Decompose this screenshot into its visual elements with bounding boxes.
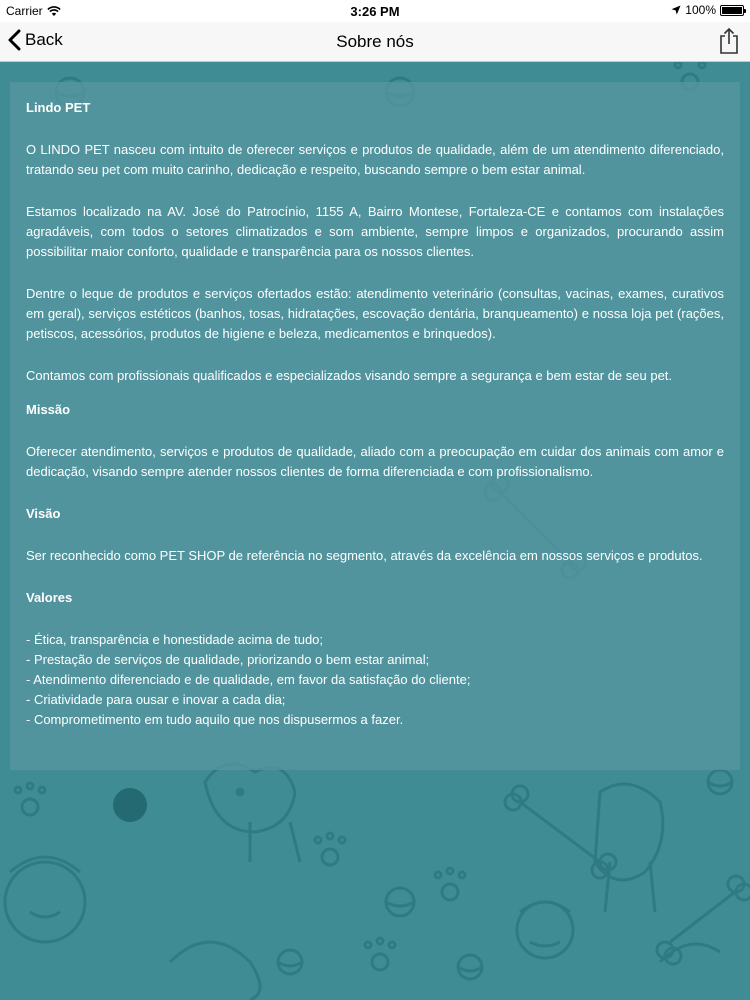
battery-group [671,3,744,17]
bone-icon [657,876,750,964]
battery-icon [720,5,744,16]
values-heading: Valores [26,590,73,605]
about-paragraph: Contamos com profissionais qualificados e especializados visando sempre a segurança e bem estar de seu pet. [26,368,673,383]
ball-icon [708,770,732,794]
status-bar [0,0,750,22]
about-paragraph: Dentre o leque de produtos e serviços ofertados estão: atendimento veterinário (consultas, vacinas, exames, curativos em geral), serviços estéticos (banhos, tosas, hidratações, escovação dentária, branqueamento) e nossa loja pet (rações, petiscos, acessórios, produtos de higiene e beleza, medicamentos e brinquedos). [26,286,724,341]
share-button[interactable] [718,27,740,55]
paw-print-icon [315,833,345,865]
carrier-label: Carrier [6,4,43,18]
share-icon [718,27,740,55]
vision-text: Ser reconhecido como PET SHOP de referência no segmento, através da excelência em nossos serviços e produtos. [26,548,703,563]
paw-print-icon [435,868,465,900]
status-time: 3:26 PM [350,4,400,19]
child-face-icon [5,857,85,942]
about-paragraph: Estamos localizado na AV. José do Patrocínio, 1155 A, Bairro Montese, Fortaleza-CE e contamos com instalações agradáveis, com todos o setores climatizados e som ambiente, sempre limpos e organizados, procurando assim possibilitar maior conforto, qualidade e transparência para os nossos clientes. [26,204,724,259]
company-title: Lindo PET [26,100,91,115]
battery-fill [722,7,742,14]
ball-icon [113,788,147,822]
ball-icon [458,955,482,979]
back-label: Back [25,30,63,49]
paw-print-icon [15,783,45,815]
battery-percent: 100% [685,3,716,17]
paw-print-icon [365,938,395,970]
dog-icon [595,784,663,912]
child-face-icon [517,902,573,958]
values-list-item: - Criatividade para ousar e inovar a cada dia; [26,692,286,707]
about-panel [10,82,740,770]
navigation-bar [0,22,750,62]
vision-heading: Visão [26,506,61,521]
dog-icon [170,942,720,1000]
values-list-item: - Ética, transparência e honestidade acima de tudo; [26,632,324,647]
about-paragraph: O LINDO PET nasceu com intuito de oferecer serviços e produtos de qualidade, além de um atendimento diferenciado, tratando seu pet com muito carinho, dedicação e respeito, buscando sempre o bem estar animal. [26,142,724,177]
values-list-item: - Comprometimento em tudo aquilo que nos dispusermos a fazer. [26,712,404,727]
values-list [26,630,724,730]
location-arrow-icon [671,5,681,15]
ball-icon [278,950,302,974]
ball-icon [386,888,414,916]
mission-heading: Missão [26,402,71,417]
dog-icon [205,764,300,862]
values-list-item: - Prestação de serviços de qualidade, priorizando o bem estar animal; [26,652,430,667]
values-list-item: - Atendimento diferenciado e de qualidade, em favor da satisfação do cliente; [26,672,471,687]
page-title: Sobre nós [336,32,414,51]
mission-text: Oferecer atendimento, serviços e produtos de qualidade, aliado com a preocupação em cuidar dos animais com amor e dedicação, visando sempre atender nossos clientes de forma diferenciada e com profissionalismo. [26,444,724,479]
